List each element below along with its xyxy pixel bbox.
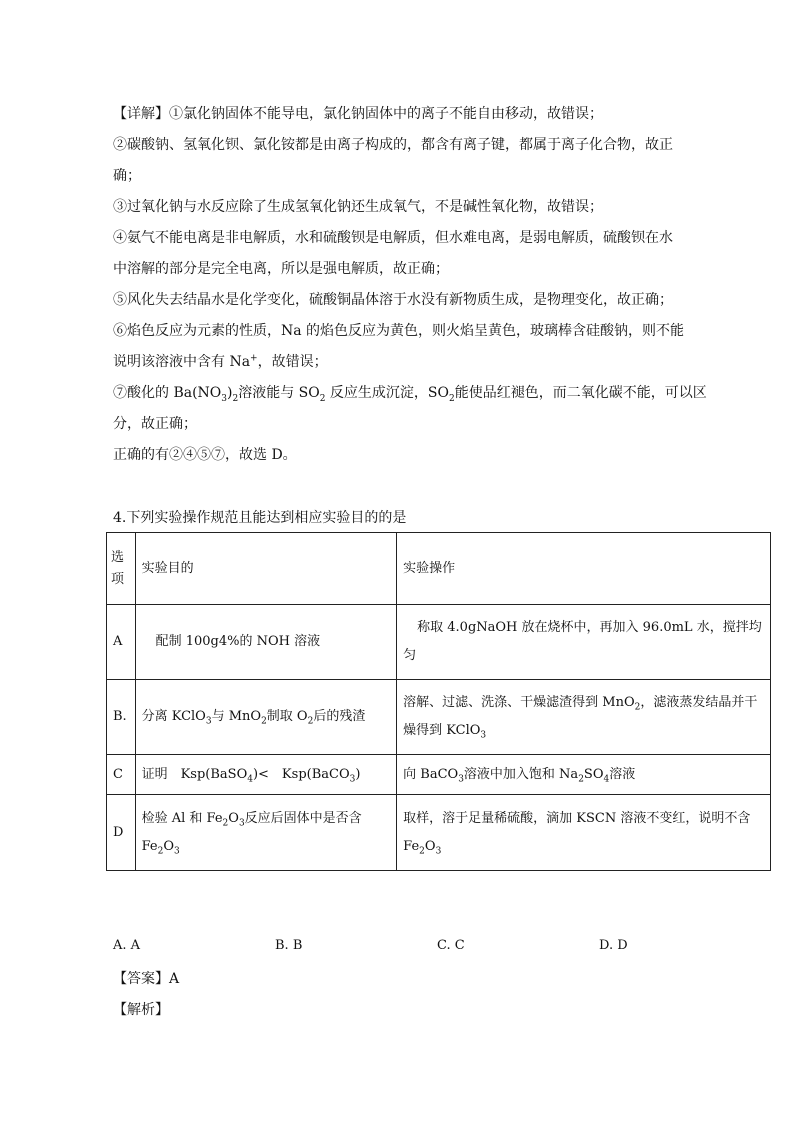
row-d-purpose bbox=[135, 795, 397, 871]
subscript: 4 bbox=[247, 774, 253, 785]
row-c-label: C bbox=[107, 755, 136, 795]
subscript: 2 bbox=[261, 716, 267, 727]
text: 溶液能与 SO bbox=[238, 385, 320, 401]
superscript: + bbox=[250, 353, 258, 364]
text: 检验 Al 和 Fe bbox=[141, 810, 223, 826]
subscript: 3 bbox=[435, 846, 442, 857]
text: 取样，溶于足量稀硫酸，滴加 KSCN 溶液不变红，说明不含 Fe bbox=[403, 810, 751, 854]
subscript: 4 bbox=[603, 774, 610, 785]
explanation-line-7: ⑤风化失去结晶水是化学变化，硫酸铜晶体溶于水没有新物质生成，是物理变化，故正确； bbox=[113, 292, 673, 308]
subscript: 2 bbox=[307, 716, 314, 727]
text: 证明 Ksp(BaSO bbox=[141, 766, 248, 782]
experiment-table bbox=[106, 532, 771, 871]
text: )< Ksp(BaCO bbox=[252, 766, 350, 782]
text: 溶解、过滤、洗涤、干燥滤渣得到 MnO bbox=[403, 695, 635, 710]
header-operation: 实验操作 bbox=[397, 533, 771, 605]
explanation-line-5: ④氨气不能电离是非电解质，水和硫酸钡是电解质，但水难电离，是弱电解质，硫酸钡在水 bbox=[113, 230, 673, 246]
subscript: 3 bbox=[480, 730, 487, 741]
text: ，滤液蒸发结晶并干燥得到 KClO bbox=[403, 695, 758, 738]
text: ) bbox=[227, 385, 233, 401]
subscript: 2 bbox=[232, 393, 239, 404]
subscript: 3 bbox=[174, 846, 180, 857]
subscript: 2 bbox=[634, 702, 641, 713]
text: O bbox=[424, 838, 436, 854]
explanation-line-11: 分，故正确； bbox=[113, 416, 197, 432]
text: 反应后固体中是否含 Fe bbox=[141, 810, 362, 854]
option-b: B. B bbox=[275, 938, 303, 953]
explanation-line-1: 【详解】①氯化钠固体不能导电，氯化钠固体中的离子不能自由移动，故错误； bbox=[113, 106, 603, 122]
row-c-operation bbox=[397, 755, 771, 795]
subscript: 3 bbox=[221, 393, 228, 404]
text: 说明该溶液中含有 Na bbox=[113, 354, 251, 370]
text: 后的残渣 bbox=[313, 709, 366, 724]
text: 反应生成沉淀，SO bbox=[325, 385, 450, 401]
text: 制取 O bbox=[266, 709, 308, 724]
text: SO bbox=[583, 766, 604, 782]
subscript: 3 bbox=[238, 818, 245, 829]
option-c: C. C bbox=[437, 938, 465, 953]
subscript: 2 bbox=[222, 818, 229, 829]
answer-line: 【答案】A bbox=[113, 971, 180, 987]
table-row-c bbox=[107, 755, 771, 795]
explanation-line-8: ⑥焰色反应为元素的性质，Na 的焰色反应为黄色，则火焰呈黄色，玻璃棒含硅酸钠，则不能 bbox=[113, 323, 685, 339]
subscript: 3 bbox=[349, 774, 356, 785]
row-a-operation: 称取 4.0gNaOH 放在烧杯中，再加入 96.0mL 水，搅拌均匀 bbox=[397, 605, 771, 680]
row-a-purpose: 配制 100g4%的 NOH 溶液 bbox=[135, 605, 397, 680]
row-c-purpose bbox=[135, 755, 397, 795]
subscript: 2 bbox=[319, 393, 326, 404]
explanation-line-10 bbox=[113, 383, 707, 403]
explanation-line-3: 确； bbox=[113, 168, 141, 184]
explanation-line-6: 中溶解的部分是完全电离，所以是强电解质，故正确； bbox=[113, 261, 449, 277]
table-row-a bbox=[107, 605, 771, 680]
subscript: 3 bbox=[205, 716, 212, 727]
analysis-heading: 【解析】 bbox=[113, 1002, 169, 1018]
explanation-line-2: ②碳酸钠、氢氧化钡、氯化铵都是由离子构成的，都含有离子键，都属于离子化合物，故正 bbox=[113, 137, 673, 153]
subscript: 2 bbox=[419, 846, 425, 857]
text: 溶液中加入饱和 Na bbox=[463, 766, 579, 782]
header-option: 选项 bbox=[107, 533, 136, 605]
explanation-line-4: ③过氧化钠与水反应除了生成氢氧化钠还生成氧气，不是碱性氧化物，故错误； bbox=[113, 199, 603, 215]
row-b-operation bbox=[397, 680, 771, 755]
text: O bbox=[228, 810, 239, 826]
subscript: 2 bbox=[157, 846, 164, 857]
row-b-purpose bbox=[135, 680, 397, 755]
text: 分离 KClO bbox=[141, 709, 206, 724]
option-a: A. A bbox=[113, 938, 141, 953]
subscript: 2 bbox=[449, 393, 455, 404]
header-purpose: 实验目的 bbox=[135, 533, 397, 605]
table-row-b bbox=[107, 680, 771, 755]
row-d-operation bbox=[397, 795, 771, 871]
row-a-label: A bbox=[107, 605, 136, 680]
subscript: 2 bbox=[578, 774, 584, 785]
subscript: 3 bbox=[458, 774, 464, 785]
explanation-line-9 bbox=[113, 352, 328, 372]
text: ) bbox=[355, 766, 361, 782]
text: 溶液 bbox=[609, 766, 636, 782]
row-b-label: B. bbox=[107, 680, 136, 755]
row-d-label: D bbox=[107, 795, 136, 871]
table-header-row bbox=[107, 533, 771, 605]
text: O bbox=[163, 838, 174, 854]
table-row-d bbox=[107, 795, 771, 871]
explanation-line-12: 正确的有②④⑤⑦，故选 D。 bbox=[113, 447, 297, 463]
text: 能使品红褪色，而二氧化碳不能，可以区 bbox=[454, 385, 707, 401]
text: ，故错误； bbox=[257, 354, 328, 370]
option-d: D. D bbox=[599, 938, 628, 953]
text: 向 BaCO bbox=[403, 766, 459, 782]
text: ⑦酸化的 Ba(NO bbox=[113, 385, 222, 401]
text: 与 MnO bbox=[211, 709, 262, 724]
question-title: 4.下列实验操作规范且能达到相应实验目的的是 bbox=[113, 510, 407, 526]
